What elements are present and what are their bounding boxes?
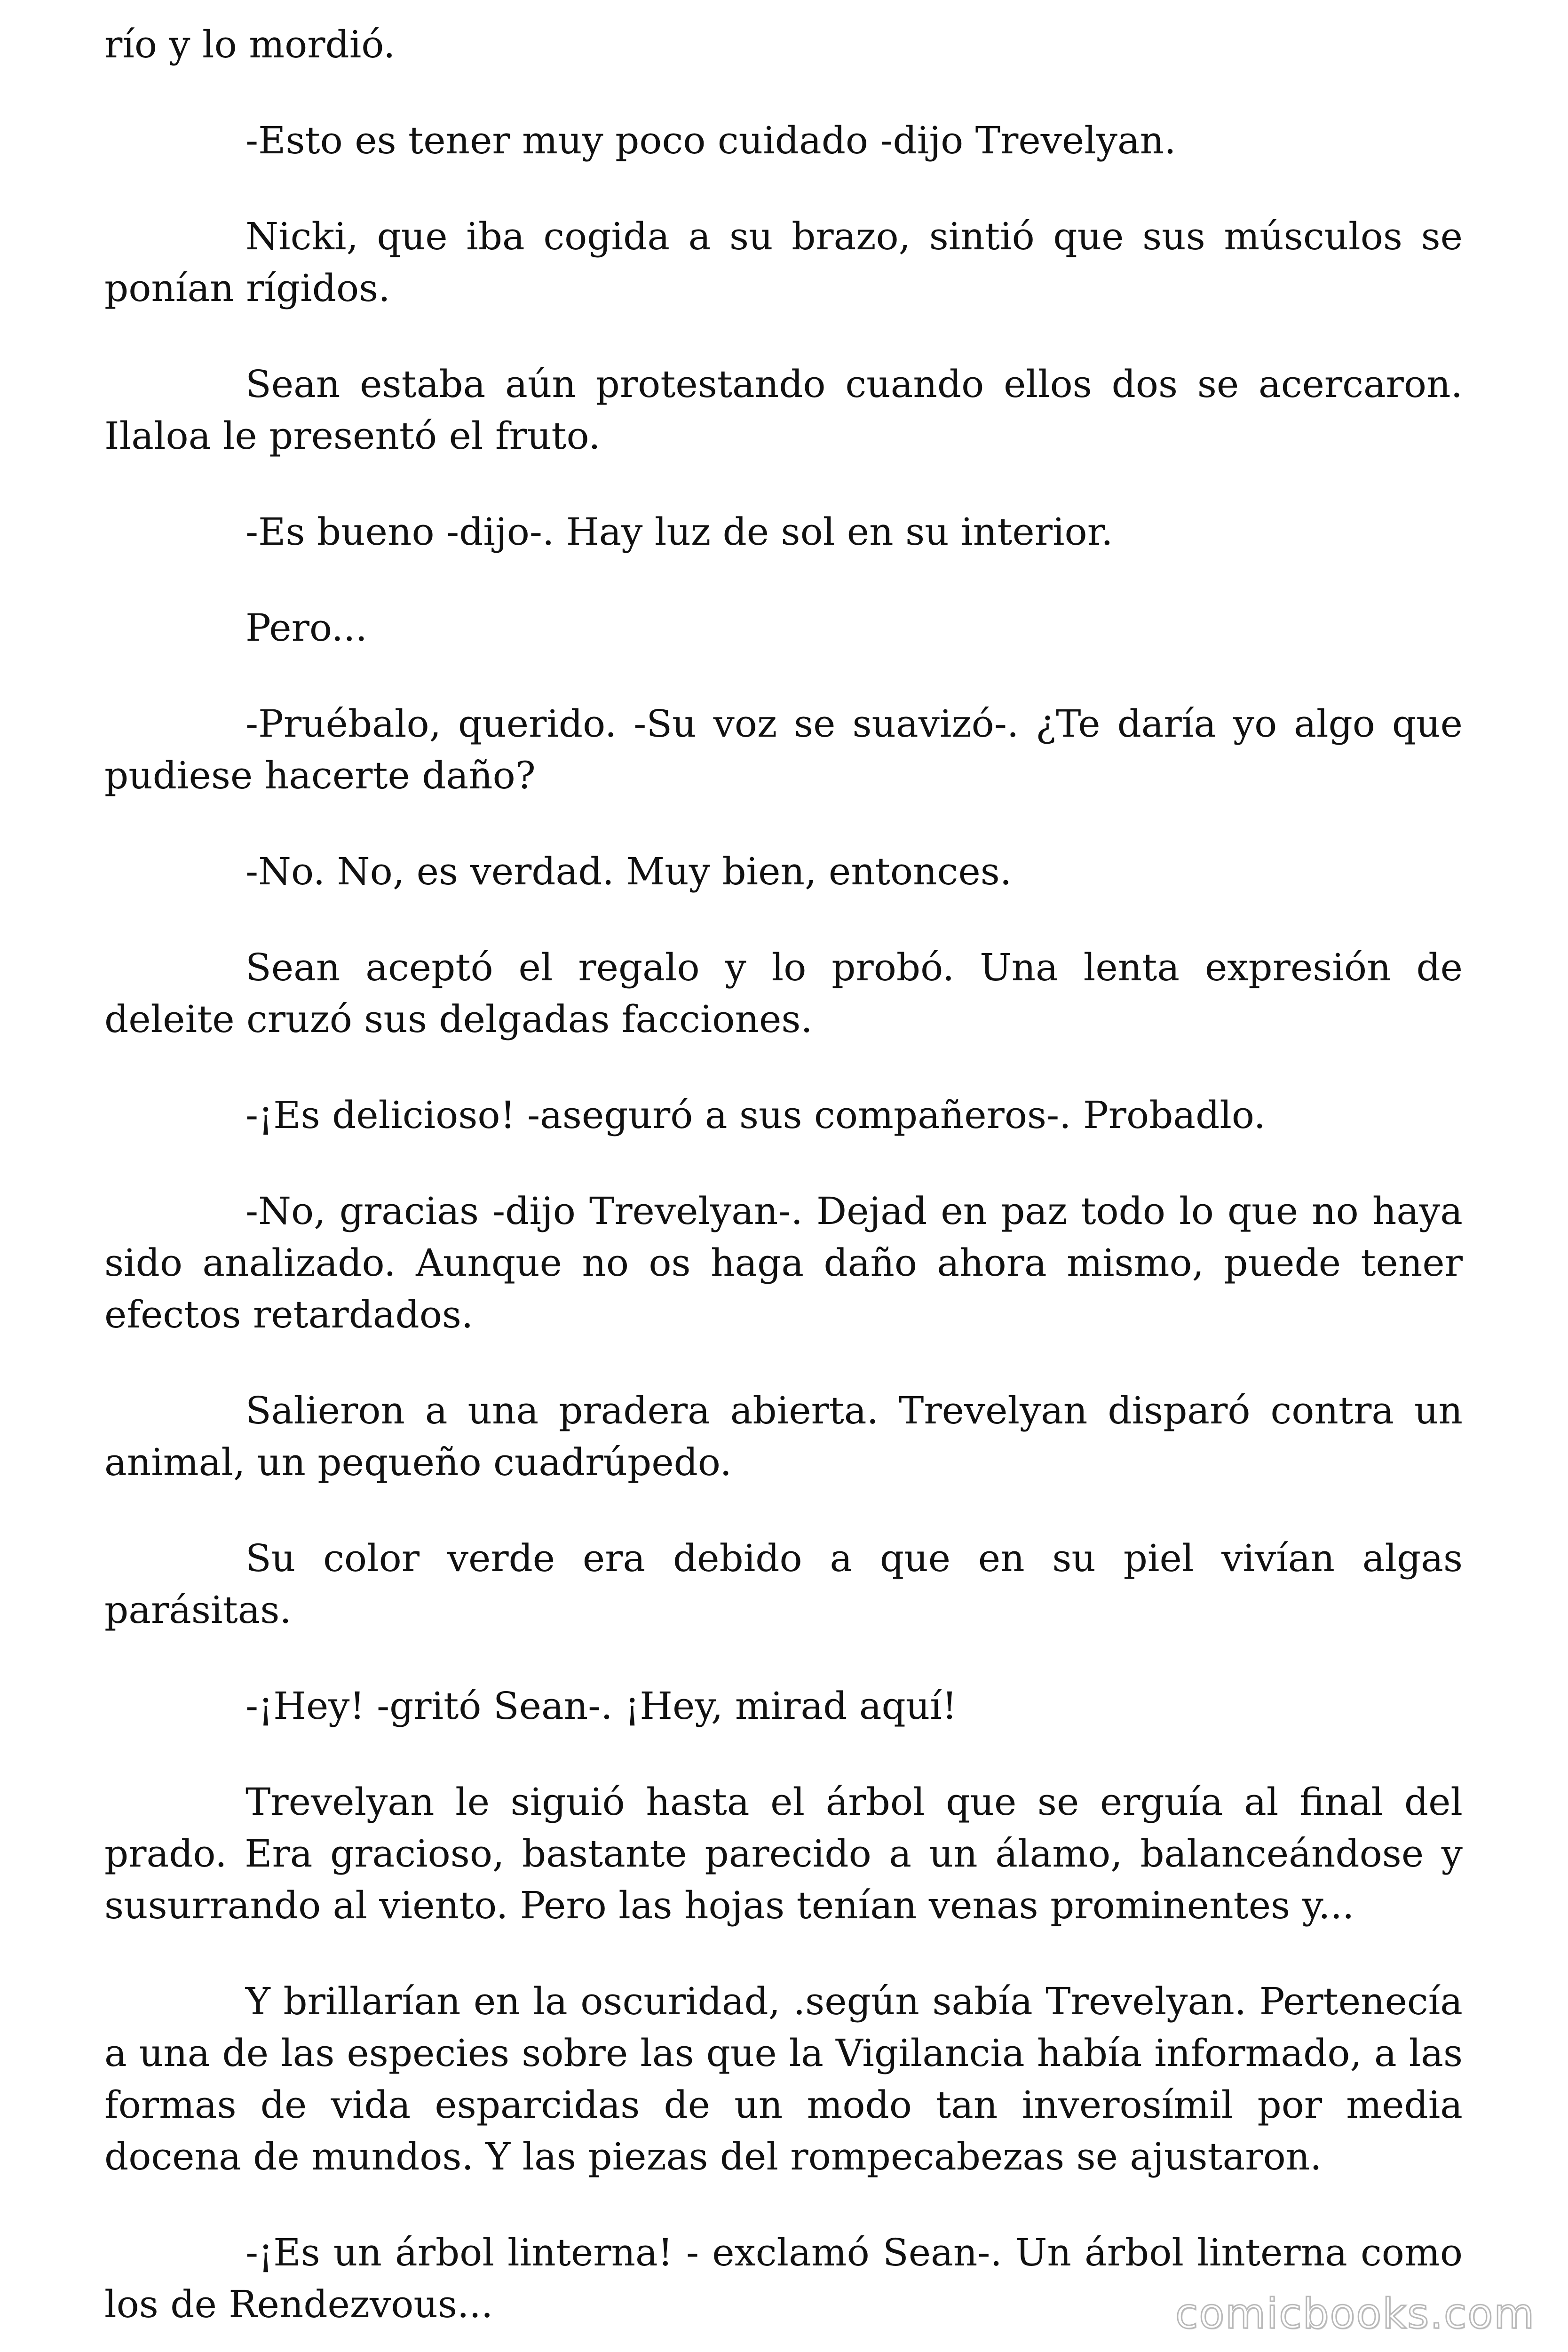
paragraph: -¡Hey! -gritó Sean-. ¡Hey, mirad aquí! xyxy=(245,1684,958,1728)
paragraph: -¡Es un árbol linterna! - exclamó Sean-. Un árbol linterna como los de Rendezvous... xyxy=(104,2231,1463,2326)
paragraph: -¡Es delicioso! -aseguró a sus compañeros-. Probadlo. xyxy=(245,1093,1266,1137)
paragraph: Sean estaba aún protestando cuando ellos dos se acercaron. Ilaloa le presentó el fruto. xyxy=(104,362,1463,458)
watermark: comicbooks.com xyxy=(1175,2289,1535,2338)
paragraph: Su color verde era debido a que en su piel vivían algas parásitas. xyxy=(104,1536,1463,1632)
paragraph: -Pruébalo, querido. -Su voz se suavizó-. ¿Te daría yo algo que pudiese hacerte daño? xyxy=(104,702,1463,797)
paragraph-continuation: río y lo mordió. xyxy=(104,23,396,66)
paragraph: Nicki, que iba cogida a su brazo, sintió que sus músculos se ponían rígidos. xyxy=(104,215,1463,310)
paragraph: Sean aceptó el regalo y lo probó. Una lenta expresión de deleite cruzó sus delgadas facciones. xyxy=(104,946,1463,1041)
paragraph: Salieron a una pradera abierta. Trevelyan disparó contra un animal, un pequeño cuadrúpedo. xyxy=(104,1389,1463,1484)
page-text xyxy=(104,19,1463,2352)
paragraph: Trevelyan le siguió hasta el árbol que se erguía al final del prado. Era gracioso, bastante parecido a un álamo, balanceándose y susurrando al viento. Pero las hojas tenían venas prominentes y... xyxy=(104,1780,1463,1927)
paragraph: -Es bueno -dijo-. Hay luz de sol en su interior. xyxy=(245,510,1113,554)
paragraph: -No. No, es verdad. Muy bien, entonces. xyxy=(245,850,1012,893)
paragraph: -No, gracias -dijo Trevelyan-. Dejad en paz todo lo que no haya sido analizado. Aunque no os haga daño ahora mismo, puede tener efectos retardados. xyxy=(104,1189,1463,1336)
paragraph: Y brillarían en la oscuridad, .según sabía Trevelyan. Pertenecía a una de las especies sobre las que la Vigilancia había informado, a las formas de vida esparcidas de un modo tan inverosímil por media docena de mundos. Y las piezas del rompecabezas se ajustaron. xyxy=(104,1979,1463,2178)
paragraph: -Esto es tener muy poco cuidado -dijo Trevelyan. xyxy=(245,119,1176,162)
paragraph: Pero... xyxy=(245,606,367,650)
